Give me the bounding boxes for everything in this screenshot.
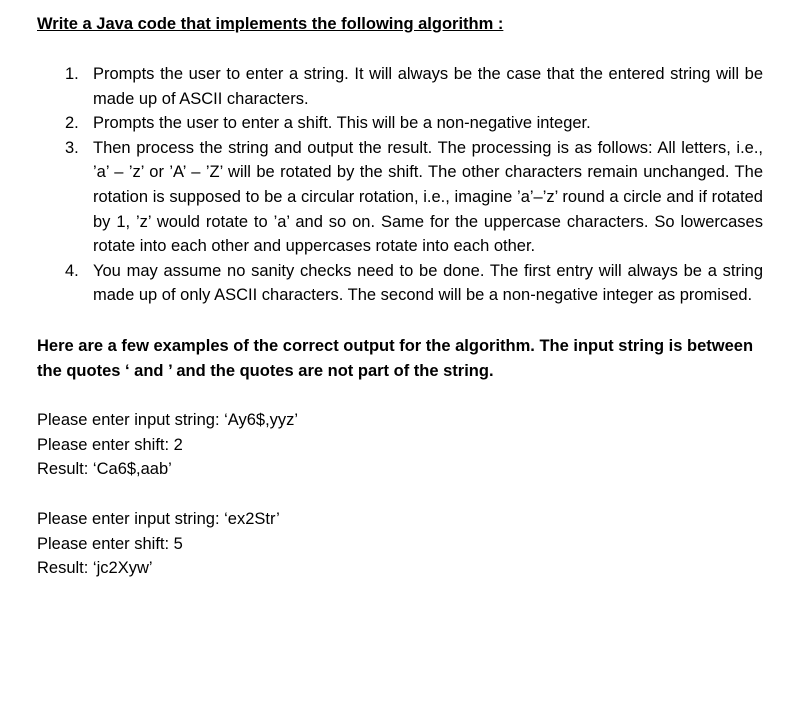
example-result-line: Result: ‘Ca6$,aab’ [37,460,172,479]
example-result-line: Result: ‘jc2Xyw’ [37,559,153,578]
step-text: Prompts the user to enter a string. It will always be the case that the entered string will be made up of ASCII characters. [93,65,763,108]
example-input-line: Please enter input string: ‘Ay6$,yyz’ [37,411,299,430]
step-text: Prompts the user to enter a shift. This will be a non-negative integer. [93,114,591,133]
document-title: Write a Java code that implements the following algorithm : [37,15,504,33]
example-shift-line: Please enter shift: 5 [37,534,183,553]
step-text: Then process the string and output the result. The processing is as follows: All letters, i.e., ’a’ – ’z’ or ’A’ – ’Z’ will be rotated by the shift. The other characters remain unchanged. The rotation is supposed to be a circular rotation, i.e., imagine ’a’–’z’ round a circle and if rotated by 1, ’z’ would rotate to ’a’ and so on. Same for the uppercase characters. So lowercases rotate into each other and uppercases rotate into each other. [93,138,763,256]
list-item [37,136,763,259]
list-item [37,259,763,308]
list-item [37,111,763,136]
example-block [37,507,763,581]
step-number: 1. [65,65,79,83]
example-block [37,408,763,482]
step-text: You may assume no sanity checks need to be done. The first entry will always be a string made up of only ASCII characters. The second will be a non-negative integer as promised. [93,261,763,305]
list-item [37,62,763,111]
example-input-line: Please enter input string: ‘ex2Str’ [37,509,280,528]
example-shift-line: Please enter shift: 2 [37,435,183,454]
algorithm-steps-list [37,62,763,308]
examples-intro: Here are a few examples of the correct output for the algorithm. The input string is between the quotes ‘ and ’ and the quotes are not part of the string. [37,336,754,380]
step-number: 3. [65,138,79,157]
step-number: 4. [65,261,79,280]
step-number: 2. [65,114,79,133]
